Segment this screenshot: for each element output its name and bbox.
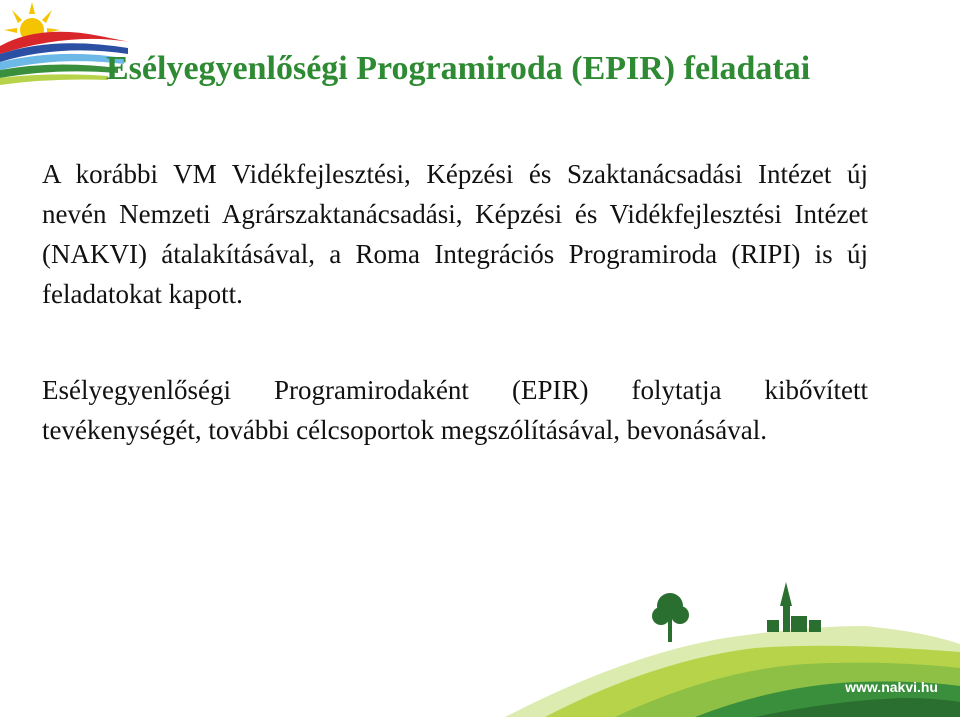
paragraph-epir-activity: Esélyegyenlőségi Programirodaként (EPIR) folytatja kibővített tevékenységét, további célcsoportok megszólításával, bevonásával.: [42, 375, 868, 445]
footer-url[interactable]: www.nakvi.hu: [845, 679, 938, 695]
slide-title: Esélyegyenlőségi Programiroda (EPIR) feladatai: [106, 50, 811, 87]
paragraph-reorganization: A korábbi VM Vidékfejlesztési, Képzési és Szaktanácsadási Intézet új nevén Nemzeti Agrárszaktanácsadási, Képzési és Vidékfejlesztési Intézet (NAKVI) átalakításával, a Roma Integrációs Programiroda (RIPI) is új feladatokat kapott.: [42, 159, 868, 309]
